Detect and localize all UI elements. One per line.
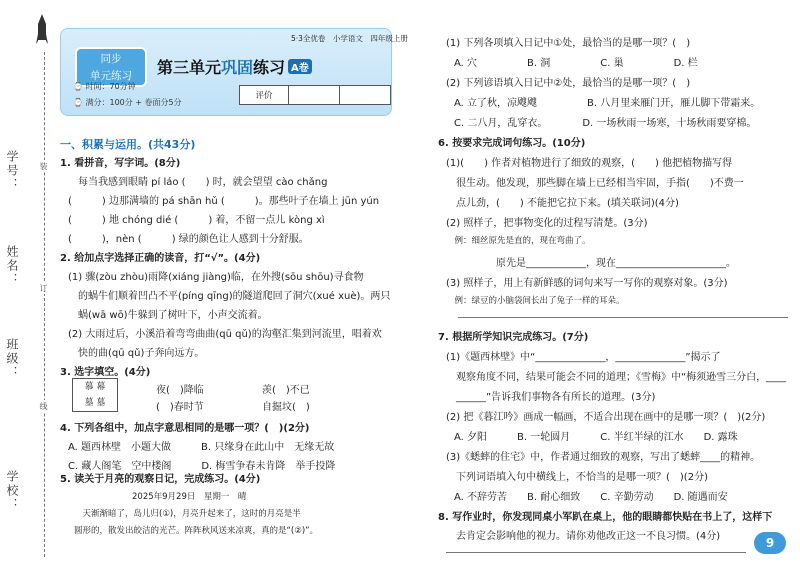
text-line: (1)《题西林壁》中“______________，______________”揭示了 [446, 352, 721, 363]
text-line: (3) 照样子，用上有新鲜感的词句来写一写你的观察对象。(3分) [446, 278, 728, 289]
text-line: (2) 大雨过后，小溪沿着弯弯曲曲(qū qǔ)的沟壑汇集到河流里，唱着欢 [68, 329, 382, 340]
evaluation-cell[interactable] [289, 86, 340, 105]
text-line: 下列词语填入句中横线上，不恰当的是哪一项？( )(2分) [446, 472, 708, 483]
class-label: 班级： [5, 338, 19, 380]
question-1: 1. 看拼音，写字词。(8分) [60, 158, 181, 169]
header-banner [60, 28, 408, 116]
word-choice-box: 慕 幕 墓 墓 [72, 378, 118, 412]
time-info: ⌚ 时间：70分钟 [73, 82, 136, 91]
text-line: (2) 下列谚语填入日记中②处，最恰当的是哪一项？( ) [446, 78, 691, 89]
text-line: (2) 照样子，把事物变化的过程写清楚。(3分) [446, 218, 648, 229]
binding-mark-3: 线 [39, 402, 48, 410]
rocket-icon [36, 14, 48, 48]
text-line: (3)《蟋蟀的住宅》中，作者通过细致的观察，写出了蟋蟀____的精神。 [446, 452, 761, 463]
text-line: (1)( ) 作者对植物进行了细致的观察，( ) 他把植物描写得 [446, 158, 733, 169]
text-line: ( )，nèn ( ) 绿的颜色让人感到十分舒服。 [68, 234, 309, 245]
diary-date: 2025年9月29日 星期一 晴 [132, 492, 247, 502]
student-id-label: 学号： [5, 150, 19, 192]
fill-item: 夜( )降临 [156, 385, 204, 396]
question-4: 4. 下列各组中，加点字意思相同的是哪一项？( )(2分) [60, 423, 310, 434]
page-title: 第三单元巩固练习 A卷 [157, 55, 312, 78]
text-line: 点儿劲，( ) 不能把它拉下来。(填关联词)(4分) [446, 198, 679, 209]
paper-a-badge: A卷 [288, 59, 312, 74]
text-line: 很生动。他发现，那些脚在墙上已经相当牢固，手指( )不费一 [446, 178, 744, 189]
evaluation-label: 评价 [240, 86, 289, 105]
option-line: A. 不辞劳苦 B. 耐心细致 C. 辛勤劳动 D. 随遇而安 [454, 492, 728, 503]
cut-line [44, 52, 45, 557]
example-line: 例：细丝原先是直的，现在弯曲了。 [446, 236, 591, 246]
option-line: C. 二八月，乱穿衣。 D. 一场秋雨一场寒，十场秋雨要穿棉。 [454, 118, 757, 129]
answer-line[interactable]: 原先是____________，现在______________________。 [446, 258, 736, 269]
question-6: 6. 按要求完成词句练习。(10分) [438, 138, 586, 149]
text-line: 的蜗牛们顺着凹凸不平(píng qīng)的隧道爬回了洞穴(xué xuè)。两只 [68, 291, 391, 302]
book-brand: 5·3全优卷 小学语文 四年级上册 [291, 34, 408, 43]
text-line: ( ) 边那满墙的 pá shān hǔ ( )。那些叶子在墙上 jūn yún [68, 196, 380, 207]
diary-text: 圆形的，散发出皎洁的光芒。阵阵秋风送来凉爽，真的是“(②)”。 [74, 526, 319, 536]
answer-rule[interactable] [458, 317, 788, 318]
fill-item: 自掘坟( ) [262, 402, 310, 413]
school-label: 学校： [5, 470, 19, 512]
text-line: 蜗(wā wō)牛躲到了树叶下，小声交流着。 [68, 310, 268, 321]
binding-mark-2: 订 [39, 284, 48, 292]
text-line: ( ) 地 chóng dié ( ) 着，不留一点儿 kòng xì [68, 215, 325, 226]
right-page [438, 0, 794, 566]
text-line: 去肯定会影响他的视力。请你劝他改正这一不良习惯。(4分) [446, 531, 721, 542]
fill-item: ( )春时节 [156, 402, 204, 413]
option-line: A. 夕阳 B. 一轮圆月 C. 半红半绿的江水 D. 露珠 [454, 432, 738, 443]
option-line: A. 立了秋，凉飕飕 B. 八月里来雁门开，雁儿脚下带霜来。 [454, 98, 761, 109]
example-line: 例：绿豆的小脑袋间长出了兔子一样的耳朵。 [446, 296, 625, 306]
section-heading: 一、积累与运用。(共43分) [60, 138, 196, 151]
evaluation-table [239, 85, 391, 105]
option-line: C. 藏人阁笔 空中楼阁 D. 梅雪争春未肯降 举手投降 [68, 461, 336, 472]
text-line: 每当我感到眼睛 pí láo ( ) 时，就会望望 cào chǎng [68, 177, 328, 188]
option-line: A. 穴 B. 洞 C. 巢 D. 栏 [454, 58, 698, 69]
diary-text: 天渐渐暗了，岛儿归(①)，月亮升起来了，这时的月亮是半 [74, 509, 301, 519]
text-line: 观察角度不同，结果可能会不同的道理；《雪梅》中“梅须逊雪三分白，____ [446, 372, 787, 383]
student-name-label: 姓名： [5, 245, 19, 287]
fill-item: 羡( )不已 [262, 385, 310, 396]
evaluation-cell[interactable] [340, 86, 391, 105]
text-line: 快的曲(qū qǔ)子奔向远方。 [68, 348, 205, 359]
question-5: 5. 读关于月亮的观察日记，完成练习。(4分) [60, 474, 261, 485]
left-page [52, 0, 430, 566]
question-2: 2. 给加点字选择正确的读音，打“√”。(4分) [60, 253, 261, 264]
sync-badge: 同步 单元练习 [75, 47, 147, 87]
binding-mark-1: 装 [39, 162, 48, 170]
text-line: (1) 下列各项填入日记中①处，最恰当的是哪一项？( ) [446, 38, 691, 49]
question-8: 8. 写作业时，你发现同桌小军趴在桌上，他的眼睛都快贴在书上了，这样下 [438, 512, 773, 523]
text-line: (1) 骤(zòu zhòu)雨降(xiáng jiàng)临，在外搜(sōu shōu)寻食物 [68, 272, 364, 283]
question-3: 3. 选字填空。(4分) [60, 367, 151, 378]
question-7: 7. 根据所学知识完成练习。(7分) [438, 332, 589, 343]
binding-margin [0, 0, 52, 566]
score-info: ⌚ 满分：100分 + 卷面分5分 [73, 98, 182, 107]
answer-rule[interactable] [446, 552, 746, 553]
option-line: A. 题西林壁 小题大做 B. 只缘身在此山中 无缘无故 [68, 442, 335, 453]
text-line: ______”告诉我们事物各有所长的道理。(3分) [446, 392, 656, 403]
text-line: (2) 把《暮江吟》画成一幅画，不适合出现在画中的是哪一项？( )(2分) [446, 412, 766, 423]
page-number: 9 [754, 532, 786, 554]
